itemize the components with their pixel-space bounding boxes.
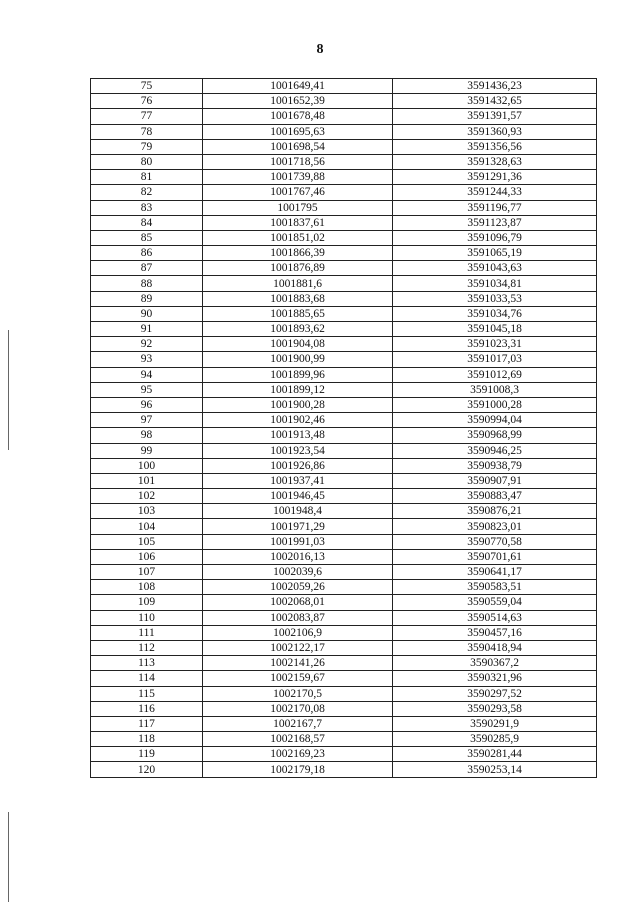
table-row [91,656,597,671]
point-number-cell: 100 [91,458,203,473]
table-row [91,322,597,337]
table-row [91,154,597,169]
point-number-cell: 99 [91,443,203,458]
point-number-cell: 95 [91,382,203,397]
table-row [91,276,597,291]
point-number-cell: 79 [91,139,203,154]
table-row [91,473,597,488]
binding-mark-bottom [8,812,9,902]
table-row [91,732,597,747]
x-coordinate-cell: 1001876,89 [203,261,393,276]
table-row [91,306,597,321]
x-coordinate-cell: 1001698,54 [203,139,393,154]
point-number-cell: 92 [91,337,203,352]
x-coordinate-cell: 1001881,6 [203,276,393,291]
x-coordinate-cell: 1001695,63 [203,124,393,139]
point-number-cell: 120 [91,762,203,777]
table-row [91,504,597,519]
table-row [91,458,597,473]
x-coordinate-cell: 1002170,5 [203,686,393,701]
x-coordinate-cell: 1001991,03 [203,534,393,549]
x-coordinate-cell: 1001926,86 [203,458,393,473]
y-coordinate-cell: 3590418,94 [393,640,597,655]
table-row [91,640,597,655]
y-coordinate-cell: 3591432,65 [393,94,597,109]
point-number-cell: 84 [91,215,203,230]
point-number-cell: 113 [91,656,203,671]
point-number-cell: 107 [91,565,203,580]
table-row [91,428,597,443]
y-coordinate-cell: 3591065,19 [393,246,597,261]
point-number-cell: 94 [91,367,203,382]
point-number-cell: 115 [91,686,203,701]
page-number: 8 [316,42,324,57]
point-number-cell: 81 [91,170,203,185]
y-coordinate-cell: 3591328,63 [393,154,597,169]
table-row [91,625,597,640]
y-coordinate-cell: 3591391,57 [393,109,597,124]
table-row [91,413,597,428]
x-coordinate-cell: 1001866,39 [203,246,393,261]
y-coordinate-cell: 3591012,69 [393,367,597,382]
x-coordinate-cell: 1001885,65 [203,306,393,321]
point-number-cell: 96 [91,397,203,412]
y-coordinate-cell: 3591023,31 [393,337,597,352]
point-number-cell: 111 [91,625,203,640]
point-number-cell: 117 [91,716,203,731]
x-coordinate-cell: 1001900,28 [203,397,393,412]
point-number-cell: 75 [91,79,203,94]
point-number-cell: 118 [91,732,203,747]
table-row [91,397,597,412]
y-coordinate-cell: 3590968,99 [393,428,597,443]
y-coordinate-cell: 3590583,51 [393,580,597,595]
point-number-cell: 110 [91,610,203,625]
x-coordinate-cell: 1001893,62 [203,322,393,337]
table-row [91,185,597,200]
point-number-cell: 87 [91,261,203,276]
point-number-cell: 88 [91,276,203,291]
y-coordinate-cell: 3590946,25 [393,443,597,458]
x-coordinate-cell: 1002179,18 [203,762,393,777]
point-number-cell: 80 [91,154,203,169]
x-coordinate-cell: 1001851,02 [203,230,393,245]
point-number-cell: 101 [91,473,203,488]
point-number-cell: 90 [91,306,203,321]
point-number-cell: 83 [91,200,203,215]
y-coordinate-cell: 3590823,01 [393,519,597,534]
table-row [91,443,597,458]
x-coordinate-cell: 1001718,56 [203,154,393,169]
point-number-cell: 109 [91,595,203,610]
table-row [91,261,597,276]
table-row [91,139,597,154]
y-coordinate-cell: 3590321,96 [393,671,597,686]
y-coordinate-cell: 3591096,79 [393,230,597,245]
point-number-cell: 82 [91,185,203,200]
x-coordinate-cell: 1001899,12 [203,382,393,397]
table-row [91,580,597,595]
point-number-cell: 119 [91,747,203,762]
table-row [91,337,597,352]
x-coordinate-cell: 1001904,08 [203,337,393,352]
x-coordinate-cell: 1001678,48 [203,109,393,124]
table-row [91,246,597,261]
y-coordinate-cell: 3591017,03 [393,352,597,367]
table-row [91,367,597,382]
table-row [91,489,597,504]
x-coordinate-cell: 1001913,48 [203,428,393,443]
point-number-cell: 104 [91,519,203,534]
table-row [91,565,597,580]
table-row [91,747,597,762]
point-number-cell: 91 [91,322,203,337]
y-coordinate-cell: 3591436,23 [393,79,597,94]
x-coordinate-cell: 1002083,87 [203,610,393,625]
table-row [91,230,597,245]
y-coordinate-cell: 3590994,04 [393,413,597,428]
point-number-cell: 106 [91,549,203,564]
x-coordinate-cell: 1002059,26 [203,580,393,595]
y-coordinate-cell: 3590770,58 [393,534,597,549]
y-coordinate-cell: 3591291,36 [393,170,597,185]
table-row [91,534,597,549]
table-row [91,716,597,731]
table-row [91,94,597,109]
y-coordinate-cell: 3590701,61 [393,549,597,564]
y-coordinate-cell: 3590285,9 [393,732,597,747]
y-coordinate-cell: 3590876,21 [393,504,597,519]
table-row [91,595,597,610]
x-coordinate-cell: 1002106,9 [203,625,393,640]
point-number-cell: 102 [91,489,203,504]
y-coordinate-cell: 3591196,77 [393,200,597,215]
x-coordinate-cell: 1001923,54 [203,443,393,458]
y-coordinate-cell: 3591034,81 [393,276,597,291]
point-number-cell: 77 [91,109,203,124]
point-number-cell: 112 [91,640,203,655]
x-coordinate-cell: 1002168,57 [203,732,393,747]
x-coordinate-cell: 1001948,4 [203,504,393,519]
y-coordinate-cell: 3591043,63 [393,261,597,276]
y-coordinate-cell: 3590883,47 [393,489,597,504]
point-number-cell: 93 [91,352,203,367]
x-coordinate-cell: 1001649,41 [203,79,393,94]
table-row [91,200,597,215]
table-row [91,686,597,701]
y-coordinate-cell: 3590938,79 [393,458,597,473]
y-coordinate-cell: 3590559,04 [393,595,597,610]
y-coordinate-cell: 3591360,93 [393,124,597,139]
x-coordinate-cell: 1001899,96 [203,367,393,382]
table-row [91,170,597,185]
y-coordinate-cell: 3590281,44 [393,747,597,762]
table-row [91,291,597,306]
coordinates-table-body [91,79,597,778]
y-coordinate-cell: 3590253,14 [393,762,597,777]
y-coordinate-cell: 3591244,33 [393,185,597,200]
table-row [91,762,597,777]
table-row [91,382,597,397]
y-coordinate-cell: 3590367,2 [393,656,597,671]
y-coordinate-cell: 3591000,28 [393,397,597,412]
y-coordinate-cell: 3591045,18 [393,322,597,337]
coordinates-table [90,78,597,778]
point-number-cell: 85 [91,230,203,245]
y-coordinate-cell: 3591033,53 [393,291,597,306]
x-coordinate-cell: 1002016,13 [203,549,393,564]
y-coordinate-cell: 3590641,17 [393,565,597,580]
x-coordinate-cell: 1002169,23 [203,747,393,762]
x-coordinate-cell: 1001937,41 [203,473,393,488]
x-coordinate-cell: 1002122,17 [203,640,393,655]
x-coordinate-cell: 1001739,88 [203,170,393,185]
point-number-cell: 114 [91,671,203,686]
table-row [91,352,597,367]
x-coordinate-cell: 1001652,39 [203,94,393,109]
y-coordinate-cell: 3590457,16 [393,625,597,640]
x-coordinate-cell: 1002159,67 [203,671,393,686]
y-coordinate-cell: 3590514,63 [393,610,597,625]
table-row [91,701,597,716]
x-coordinate-cell: 1002039,6 [203,565,393,580]
y-coordinate-cell: 3590907,91 [393,473,597,488]
x-coordinate-cell: 1001837,61 [203,215,393,230]
table-row [91,109,597,124]
table-row [91,124,597,139]
y-coordinate-cell: 3591123,87 [393,215,597,230]
x-coordinate-cell: 1001795 [203,200,393,215]
point-number-cell: 76 [91,94,203,109]
x-coordinate-cell: 1001971,29 [203,519,393,534]
point-number-cell: 105 [91,534,203,549]
x-coordinate-cell: 1001946,45 [203,489,393,504]
x-coordinate-cell: 1001900,99 [203,352,393,367]
x-coordinate-cell: 1002141,26 [203,656,393,671]
x-coordinate-cell: 1002170,08 [203,701,393,716]
table-row [91,549,597,564]
point-number-cell: 98 [91,428,203,443]
y-coordinate-cell: 3590297,52 [393,686,597,701]
point-number-cell: 103 [91,504,203,519]
y-coordinate-cell: 3591034,76 [393,306,597,321]
table-row [91,671,597,686]
y-coordinate-cell: 3590293,58 [393,701,597,716]
point-number-cell: 108 [91,580,203,595]
y-coordinate-cell: 3591008,3 [393,382,597,397]
table-row [91,519,597,534]
point-number-cell: 97 [91,413,203,428]
point-number-cell: 86 [91,246,203,261]
table-row [91,79,597,94]
binding-mark-top [8,330,9,450]
table-row [91,610,597,625]
x-coordinate-cell: 1001767,46 [203,185,393,200]
y-coordinate-cell: 3590291,9 [393,716,597,731]
table-row [91,215,597,230]
point-number-cell: 78 [91,124,203,139]
x-coordinate-cell: 1001902,46 [203,413,393,428]
x-coordinate-cell: 1001883,68 [203,291,393,306]
x-coordinate-cell: 1002068,01 [203,595,393,610]
x-coordinate-cell: 1002167,7 [203,716,393,731]
y-coordinate-cell: 3591356,56 [393,139,597,154]
point-number-cell: 116 [91,701,203,716]
point-number-cell: 89 [91,291,203,306]
